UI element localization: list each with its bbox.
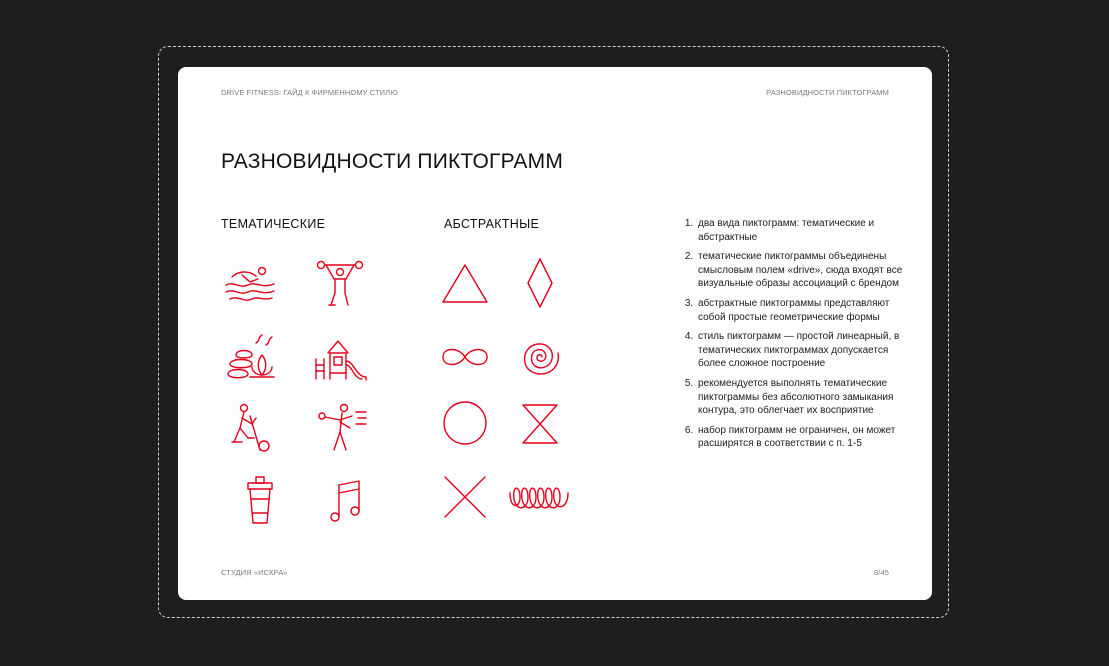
header-right: РАЗНОВИДНОСТИ ПИКТОГРАММ [766,88,889,97]
page-number: 8/45 [874,568,889,577]
diamond-icon [512,255,568,311]
boxer-icon [312,402,368,458]
guide-page [178,67,932,600]
note-item: 1. два вида пиктограмм: тематические и абстрактные [696,217,912,244]
hourglass-icon [512,395,568,451]
circle-icon [437,395,493,451]
shaker-icon [232,473,288,529]
note-item: 4. стиль пиктограмм — простой линеарный, в тематических пиктограммах допускается более сложное построение [696,330,912,371]
spa-stones-icon [222,329,278,385]
note-item: 3. абстрактные пиктограммы представляют собой простые геометрические формы [696,297,912,324]
swimmer-icon [222,255,278,311]
weightlifter-icon [312,255,368,311]
abstract-heading: АБСТРАКТНЫЕ [444,217,540,231]
note-item: 6. набор пиктограмм не ограничен, он может расширятся в соответствии с п. 1-5 [696,424,912,451]
header-left: DRIVE FITNESS: ГАЙД К ФИРМЕННОМУ СТИЛЮ [221,88,398,97]
infinity-icon [437,329,493,385]
coil-icon [508,469,572,525]
notes-list [682,217,912,457]
thematic-heading: ТЕМАТИЧЕСКИЕ [221,217,326,231]
music-note-icon [319,473,375,529]
spiral-icon [512,329,568,385]
triangle-icon [437,255,493,311]
footer-studio: СТУДИЯ «ИСКРА» [221,568,288,577]
note-item: 5. рекомендуется выполнять тематические пиктограммы без абсолютного замыкания контура, это облегчает их восприятие [696,377,912,418]
cross-icon [437,469,493,525]
page-title: РАЗНОВИДНОСТИ ПИКТОГРАММ [221,150,564,173]
playground-icon [312,329,368,385]
note-item: 2. тематические пиктограммы объединены смысловым полем «drive», сюда входят все визуальные образы ассоциаций с брендом [696,250,912,291]
elliptical-trainer-icon [222,402,278,458]
